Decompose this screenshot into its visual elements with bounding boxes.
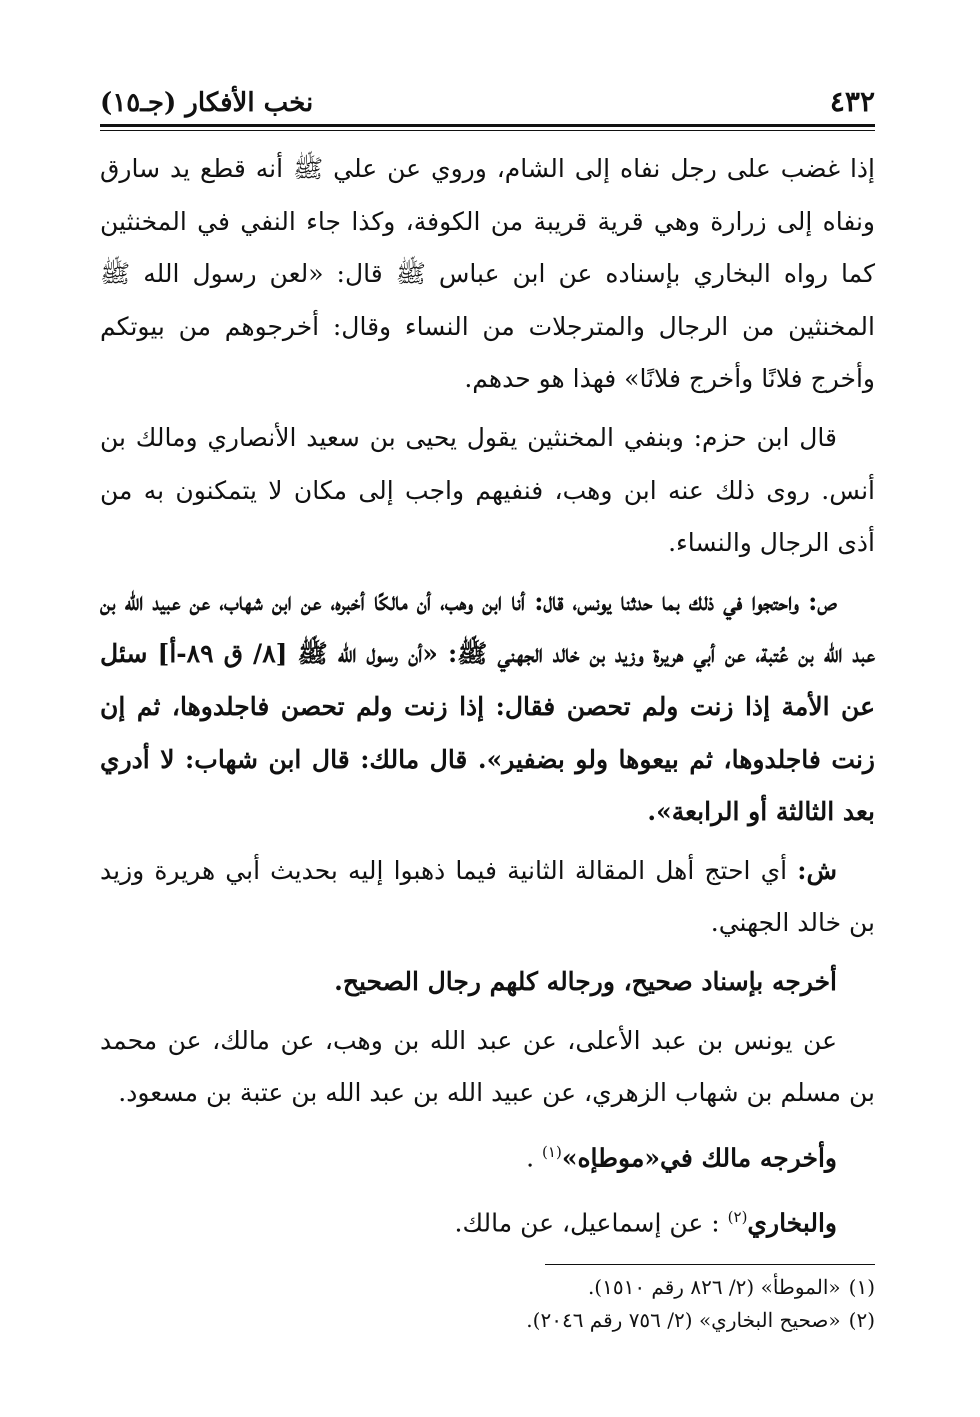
paragraph-1: إذا غضب على رجل نفاه إلى الشام، وروي عن علي ﷺ أنه قطع يد سارق ونفاه إلى زرارة وهي قرية قريبة من الكوفة، وكذا جاء النفي في المخنثين كما رواه البخاري بإسناده عن ابن عباس ﷺ قال: «لعن رسول الله ﷺ المخنثين من الرجال والمترجلات من النساء وقال: أخرجوهم من بيوتكم وأخرج فلانًا وأخرج فلانًا» فهذا هو حدهم. <box>100 154 875 394</box>
footnote-ref-1[interactable]: (١) <box>542 1142 562 1161</box>
page-header <box>100 78 875 118</box>
body-text <box>100 143 875 1250</box>
footnote-text: «الموطأ» (٢/ ٨٢٦ رقم ١٥١٠). <box>587 1274 841 1299</box>
footnote-separator <box>545 1264 875 1265</box>
paragraph-4-text: أي احتج أهل المقالة الثانية فيما ذهبوا إليه بحديث أبي هريرة وزيد بن خالد الجهني. <box>100 855 875 938</box>
paragraph-8-tail: : عن إسماعيل، عن مالك. <box>454 1207 720 1237</box>
header-rule-thin <box>100 130 875 131</box>
paragraph-2: قال ابن حزم: وبنفي المخنثين يقول يحيى بن سعيد الأنصاري ومالك بن أنس. روى ذلك عنه ابن وهب، فنفيهم واجب إلى مكان لا يتمكنون به من أذى الرجال والنساء. <box>100 422 875 558</box>
paragraph-8-bold: والبخاري <box>747 1207 837 1237</box>
paragraph-3-text: واحتجوا في ذلك بما حدثنا يونس، قال: أنا ابن وهب، أن مالكًا أخبره، عن ابن شهاب، عن عبيد الله بن عبد الله بن عُتبة، عن أبي هريرة وزيد بن خالد الجهني ﷺ: «أن رسول الله ﷺ [٨/ ق ٨٩-أ] سئل عن الأمة إذا زنت ولم تحصن فقال: إذا زنت ولم تحصن فاجلدوها، ثم إن زنت فاجلدوها، ثم بيعوها ولو بضفير». قال مالك: قال ابن شهاب: لا أدري بعد الثالثة أو الرابعة». <box>100 586 876 827</box>
paragraph-7 <box>100 1126 875 1185</box>
running-title: نخب الأفكار (جـ١٥) <box>100 88 314 118</box>
footnote-mark: (١) <box>848 1274 875 1299</box>
paragraph-8 <box>100 1191 875 1250</box>
paragraph-5: أخرجه بإسناد صحيح، ورجاله كلهم رجال الصحيح. <box>334 966 837 996</box>
paragraph-7-tail: . <box>526 1143 535 1173</box>
header-rule-thick <box>100 124 875 127</box>
paragraph-3 <box>100 576 875 839</box>
book-page <box>100 78 875 1337</box>
sad-marker: ص: <box>808 586 837 616</box>
paragraph-7-bold: وأخرجه مالك في«موطإه» <box>561 1143 837 1173</box>
paragraph-4 <box>100 845 875 950</box>
footnote-mark: (٢) <box>848 1307 875 1332</box>
footnote-2 <box>100 1304 875 1337</box>
footnote-text: «صحيح البخاري» (٢/ ٧٥٦ رقم ٢٠٤٦). <box>526 1307 841 1332</box>
shin-marker: ش: <box>797 855 837 885</box>
page-number: ٤٣٢ <box>829 85 875 118</box>
footnotes <box>100 1271 875 1337</box>
paragraph-6: عن يونس بن عبد الأعلى، عن عبد الله بن وهب، عن مالك، عن محمد بن مسلم بن شهاب الزهري، عن عبيد الله بن عبد الله بن عتبة بن مسعود. <box>100 1025 875 1108</box>
footnote-1 <box>100 1271 875 1304</box>
footnote-ref-2[interactable]: (٢) <box>727 1207 748 1226</box>
